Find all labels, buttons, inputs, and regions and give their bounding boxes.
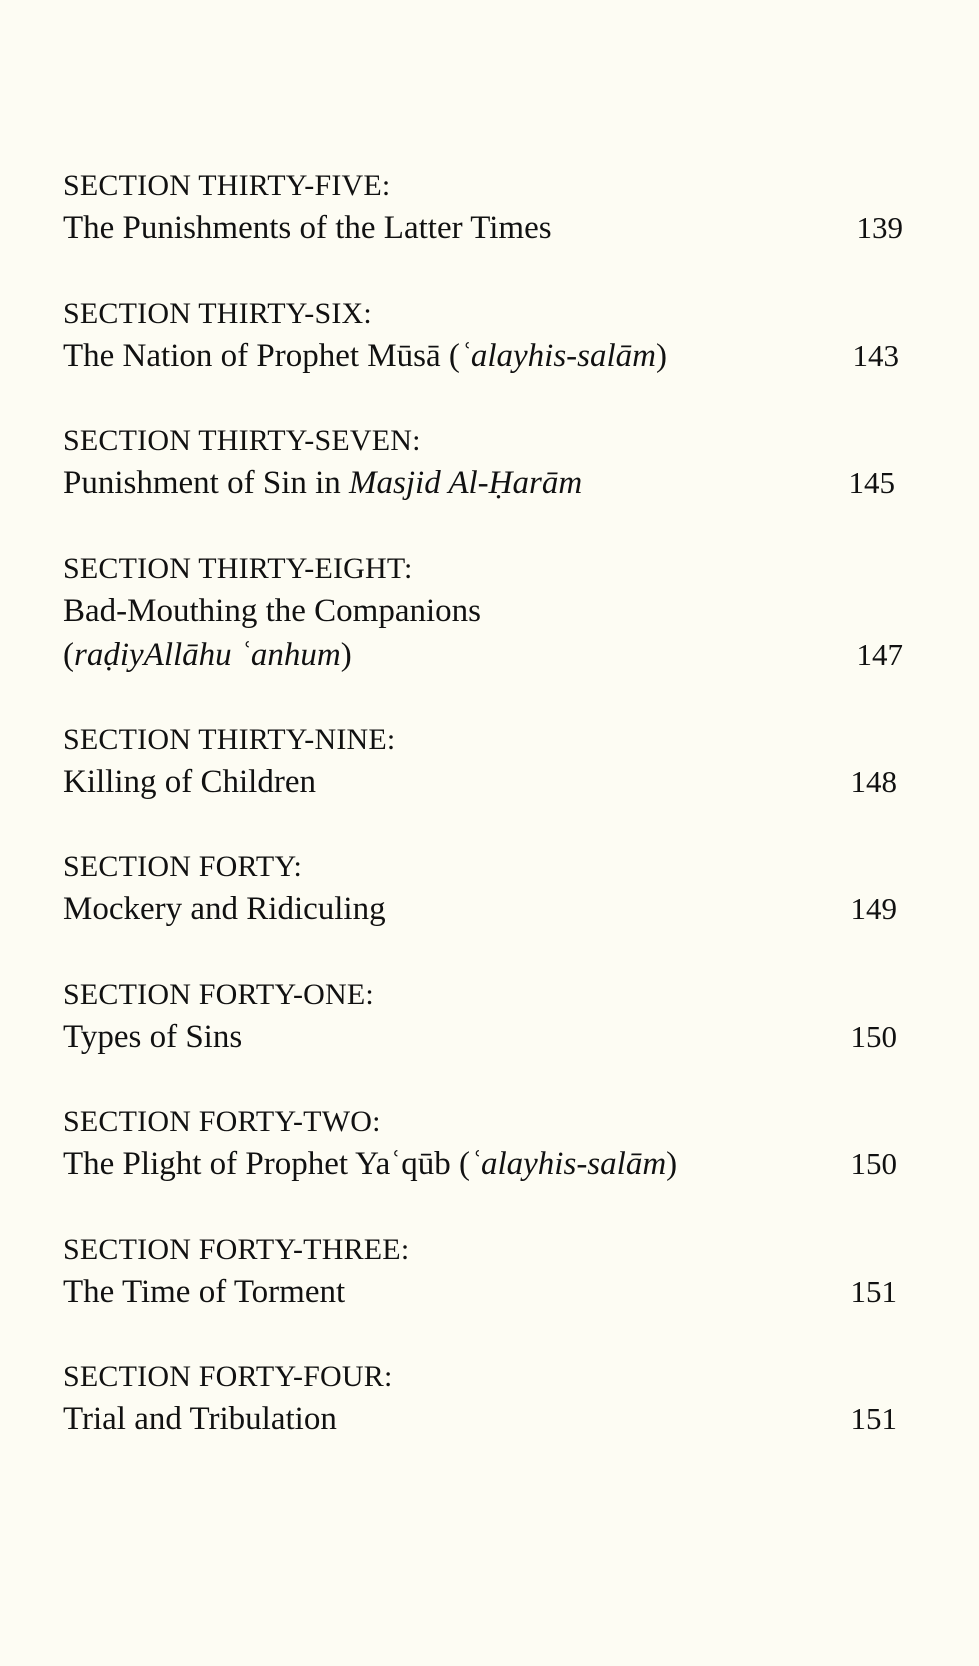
page-number: 143 xyxy=(852,337,899,373)
toc-entry xyxy=(63,1232,903,1360)
section-label: SECTION THIRTY-SEVEN: xyxy=(63,424,421,457)
section-label: SECTION FORTY-THREE: xyxy=(63,1232,410,1266)
section-label: SECTION THIRTY-FIVE: xyxy=(63,169,391,202)
section-label: SECTION FORTY: xyxy=(63,850,303,883)
page-number: 151 xyxy=(850,1401,897,1436)
section-title: The Nation of Prophet Mūsā (ʿalayhis-salām) xyxy=(63,337,667,374)
section-label: SECTION THIRTY-SIX: xyxy=(63,296,372,330)
section-title: Types of Sins xyxy=(63,1018,243,1055)
section-title: Mockery and Ridiculing xyxy=(63,891,386,927)
page-number: 139 xyxy=(856,210,903,245)
page-number: 148 xyxy=(850,763,897,799)
page-number: 149 xyxy=(850,891,897,926)
table-of-contents xyxy=(63,168,903,1487)
section-label: SECTION FORTY-TWO: xyxy=(63,1105,381,1138)
toc-entry xyxy=(63,722,903,850)
section-label: SECTION THIRTY-EIGHT: xyxy=(63,551,413,585)
section-title: Killing of Children xyxy=(63,763,316,800)
toc-entry xyxy=(63,423,903,551)
toc-entry xyxy=(63,977,903,1105)
section-title: The Plight of Prophet Yaʿqūb (ʿalayhis-salām) xyxy=(63,1146,678,1182)
page-number: 150 xyxy=(850,1018,897,1054)
section-title: Punishment of Sin in Masjid Al-Ḥarām xyxy=(63,465,583,501)
toc-entry xyxy=(63,849,903,977)
section-title-continued: (raḍiyAllāhu ʿanhum) xyxy=(63,636,352,673)
toc-entry xyxy=(63,551,903,722)
page-number: 145 xyxy=(848,465,895,500)
section-title: Trial and Tribulation xyxy=(63,1401,337,1437)
section-title: The Punishments of the Latter Times xyxy=(63,210,552,246)
section-label: SECTION FORTY-FOUR: xyxy=(63,1360,393,1393)
page-number: 151 xyxy=(850,1273,897,1309)
section-label: SECTION FORTY-ONE: xyxy=(63,977,374,1011)
toc-entry xyxy=(63,168,903,296)
section-title: The Time of Torment xyxy=(63,1273,346,1310)
toc-entry xyxy=(63,1359,903,1487)
section-label: SECTION THIRTY-NINE: xyxy=(63,722,396,756)
page-number: 150 xyxy=(850,1146,897,1181)
page-number: 147 xyxy=(856,636,903,672)
toc-entry xyxy=(63,1104,903,1232)
section-title: Bad-Mouthing the Companions xyxy=(63,592,481,629)
toc-entry xyxy=(63,296,903,424)
